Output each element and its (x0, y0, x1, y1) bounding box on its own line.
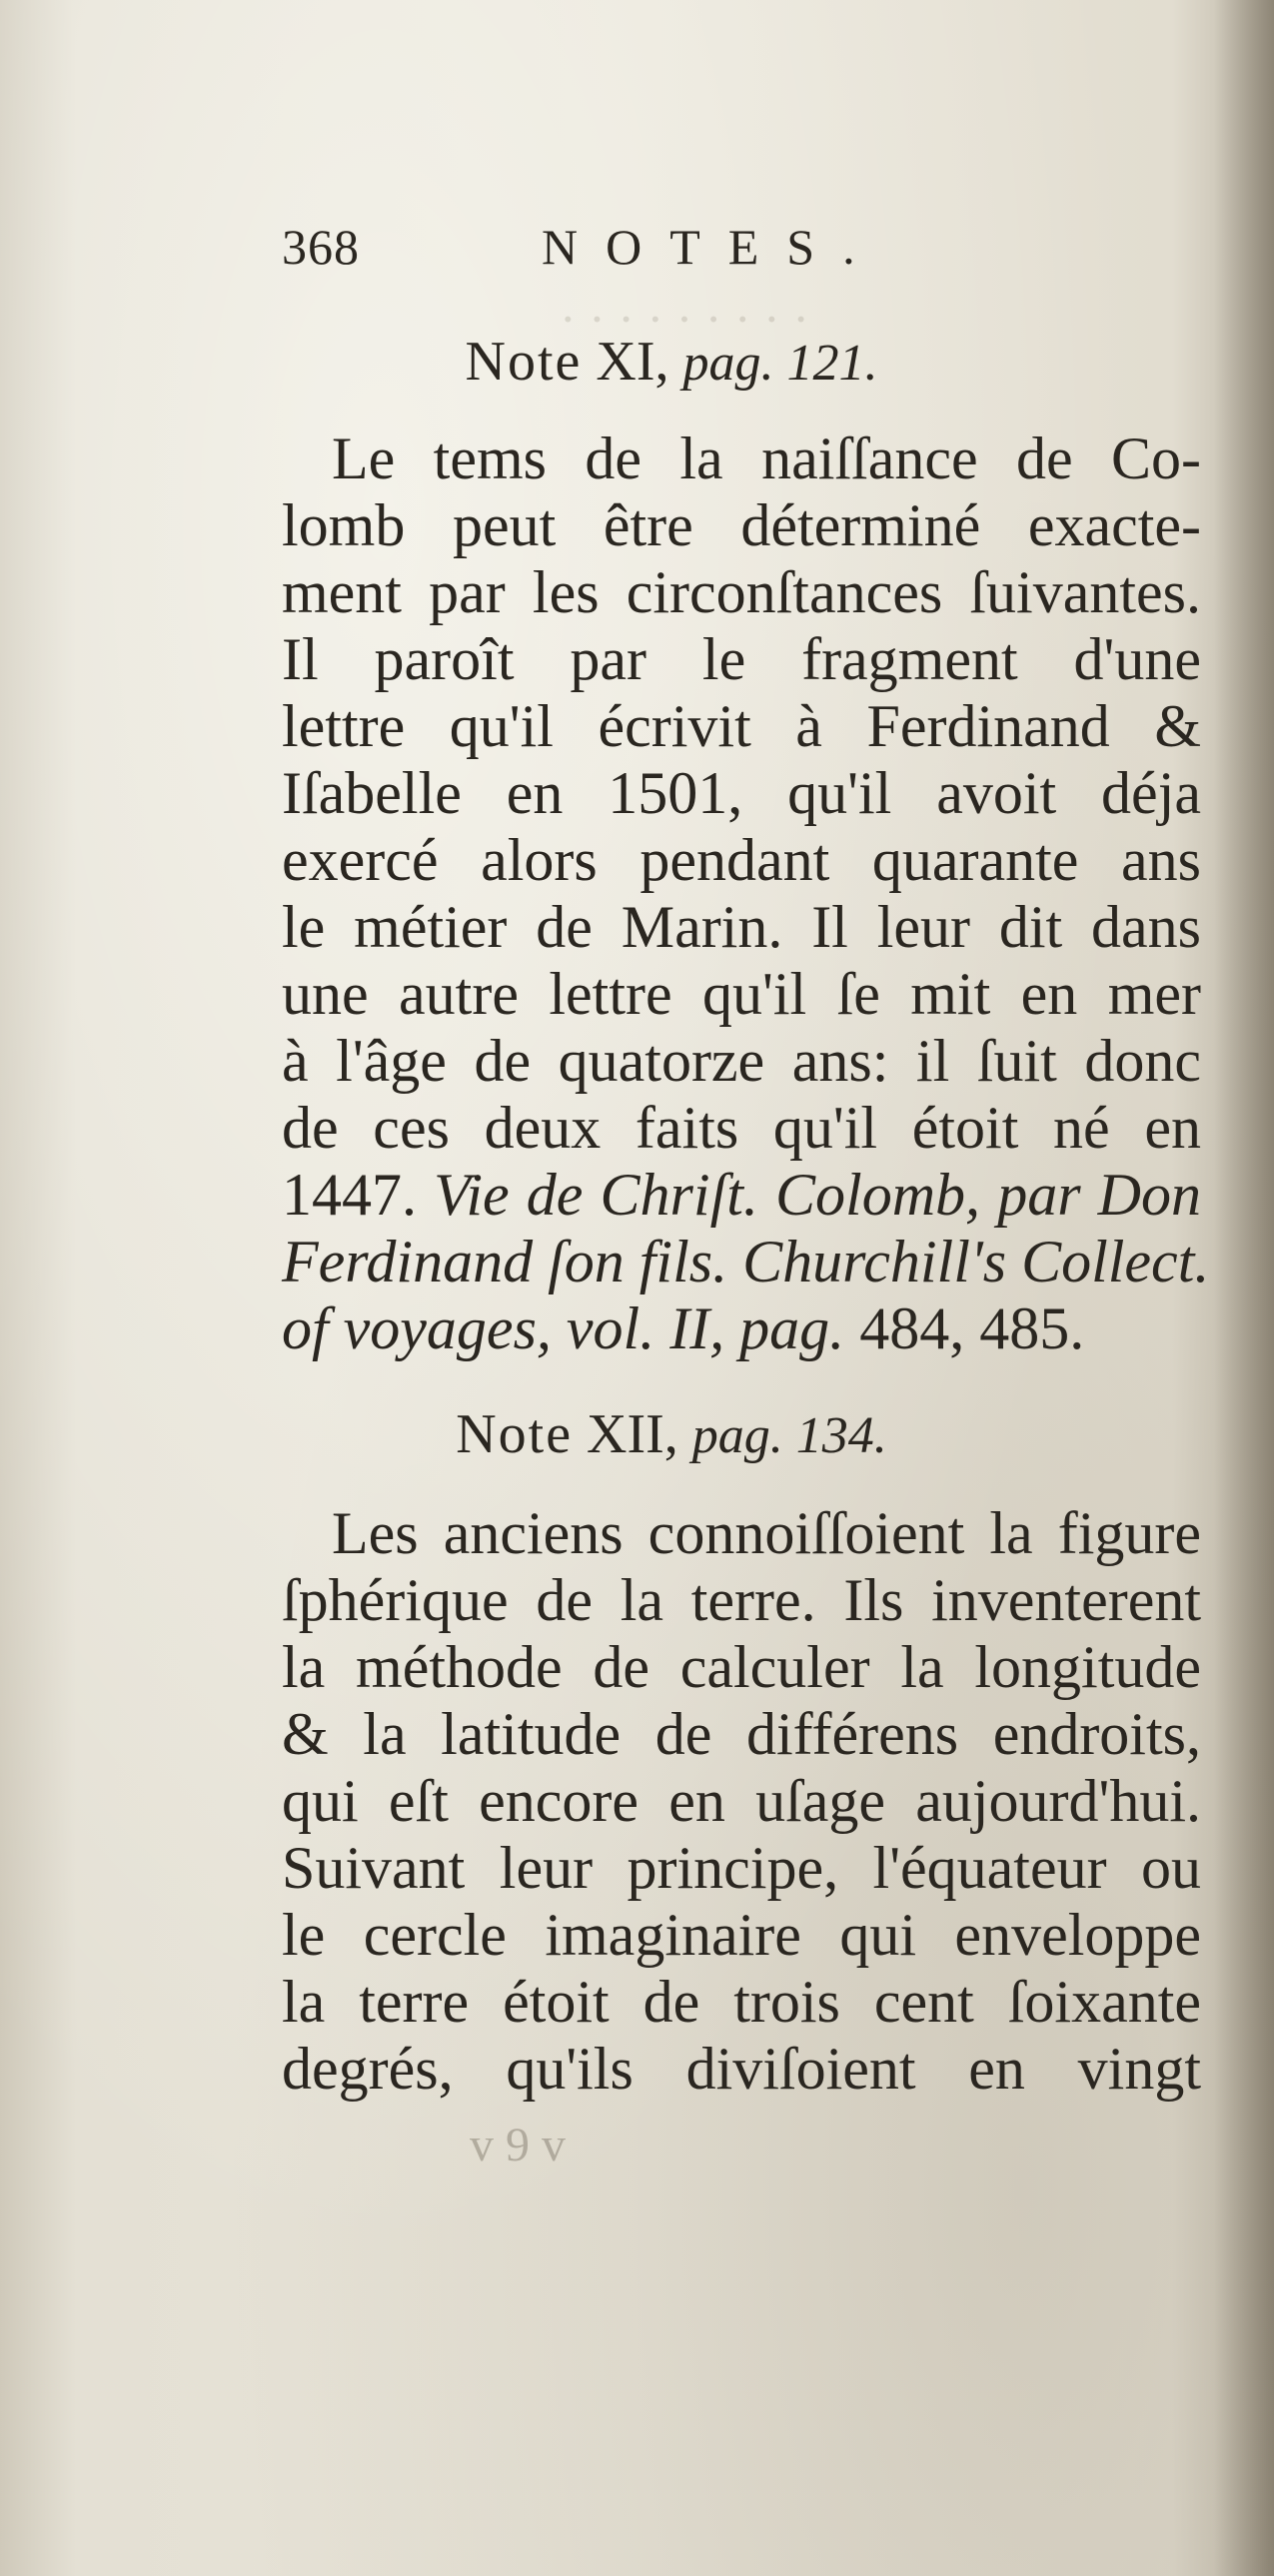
citation-line: Ferdinand ſon fils. Churchill's Collect. (282, 1229, 1210, 1294)
text-line: ment par les circonſtances ſuivantes. (282, 559, 1201, 625)
bleed-through-mark: v 9 v (470, 2119, 566, 2171)
text-line: Le tems de la naiſſance de Co- (332, 426, 1201, 491)
note-label: Note (465, 331, 583, 393)
text-line: la terre étoit de trois cent ſoixante (282, 1969, 1201, 2035)
page-number: 368 (282, 219, 360, 275)
text-line: degrés, qu'ils diviſoient en vingt (282, 2036, 1201, 2102)
citation-text: Vie de Chriſt. Colomb, par Don (434, 1162, 1201, 1228)
text-line: une autre lettre qu'il ſe mit en mer (282, 961, 1201, 1027)
text-line: qui eſt encore en uſage aujourd'hui. (282, 1768, 1201, 1834)
citation-line (282, 1295, 1201, 1362)
note-page-ref: pag. 121. (682, 335, 878, 392)
note-numeral: XII, (587, 1403, 678, 1465)
citation-line (282, 1162, 1201, 1229)
text-line: la méthode de calculer la longitude (282, 1634, 1201, 1700)
running-head: NOTES. (542, 219, 883, 275)
text-line: Les anciens connoiſſoient la figure (332, 1500, 1201, 1566)
text-line: & la latitude de différens endroits, (282, 1701, 1201, 1767)
note-label: Note (456, 1403, 574, 1465)
text-line: Iſabelle en 1501, qu'il avoit déja (282, 760, 1201, 826)
text-line: lomb peut être déterminé exacte- (282, 492, 1201, 558)
citation-pages: 484, 485. (859, 1295, 1085, 1361)
text-line: exercé alors pendant quarante ans (282, 827, 1201, 893)
note-xi-paragraph (282, 426, 1210, 1362)
text-line: de ces deux faits qu'il étoit né en (282, 1095, 1201, 1161)
note-xii-paragraph (282, 1500, 1201, 2103)
spine-shadow (1214, 0, 1274, 2576)
citation-text: of voyages, vol. II, pag. (282, 1295, 845, 1361)
citation-year: 1447. (282, 1162, 417, 1228)
text-line: lettre qu'il écrivit à Ferdinand & (282, 693, 1201, 759)
note-xi-heading (282, 322, 1061, 404)
note-numeral: XI, (596, 331, 669, 393)
note-page-ref: pag. 134. (691, 1407, 887, 1464)
text-line: Suivant leur principe, l'équateur ou (282, 1835, 1201, 1901)
text-line: le cercle imaginaire qui enveloppe (282, 1902, 1201, 1968)
page-header (282, 212, 1061, 282)
show-through-text: · · · · · · · · · (560, 291, 809, 347)
text-line: Il paroît par le fragment d'une (282, 626, 1201, 692)
note-xii-heading (282, 1394, 1061, 1476)
text-line: ſphérique de la terre. Ils inventerent (282, 1567, 1201, 1633)
text-line: le métier de Marin. Il leur dit dans (282, 894, 1201, 960)
text-line: à l'âge de quatorze ans: il ſuit donc (282, 1028, 1201, 1094)
